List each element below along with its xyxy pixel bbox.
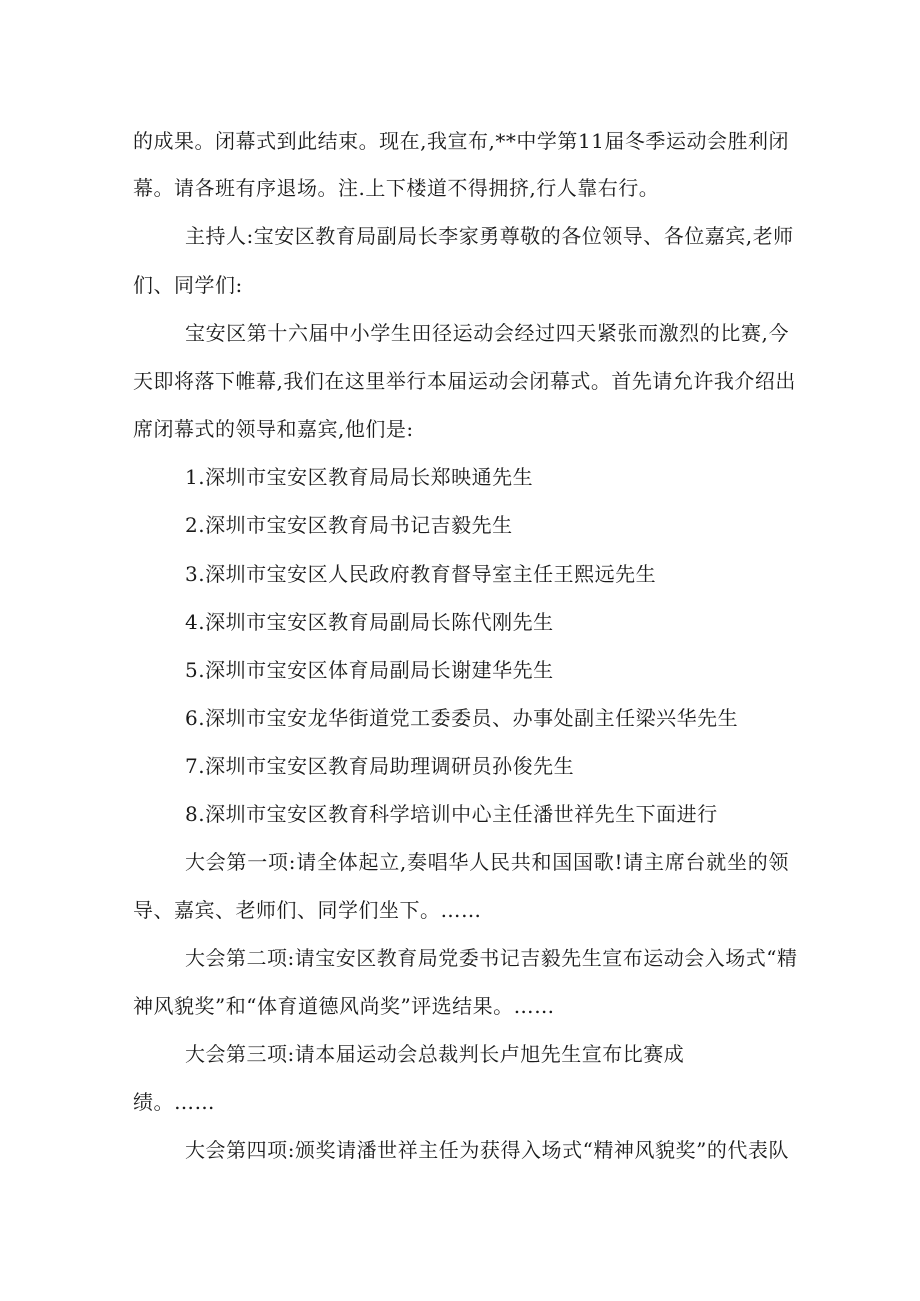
text-line-21: 绩。…… <box>133 1090 215 1114</box>
list-item-8: 8.深圳市宝安区教育科学培训中心主任潘世祥先生下面进行 <box>185 802 718 826</box>
text-line-2: 幕。请各班有序退场。注.上下楼道不得拥挤,行人靠右行。 <box>133 176 660 200</box>
text-line-3: 主持人:宝安区教育局副局长李家勇尊敬的各位领导、各位嘉宾,老师 <box>185 224 794 248</box>
list-item-1: 1.深圳市宝安区教育局局长郑映通先生 <box>185 465 534 489</box>
text-line-1: 的成果。闭幕式到此结束。现在,我宣布,**中学第11届冬季运动会胜利闭 <box>133 129 789 153</box>
text-line-22: 大会第四项:颁奖请潘世祥主任为获得入场式“精神风貌奖”的代表队 <box>185 1138 789 1162</box>
list-item-4: 4.深圳市宝安区教育局副局长陈代刚先生 <box>185 610 554 634</box>
list-item-3: 3.深圳市宝安区人民政府教育督导室主任王熙远先生 <box>185 562 657 586</box>
list-item-5: 5.深圳市宝安区体育局副局长谢建华先生 <box>185 658 554 682</box>
list-item-2: 2.深圳市宝安区教育局书记吉毅先生 <box>185 513 513 537</box>
text-line-17: 导、嘉宾、老师们、同学们坐下。…… <box>133 898 482 922</box>
text-line-18: 大会第二项:请宝安区教育局党委书记吉毅先生宣布运动会入场式“精 <box>185 946 798 970</box>
text-line-19: 神风貌奖”和“体育道德风尚奖”评选结果。…… <box>133 994 555 1018</box>
text-line-6: 天即将落下帷幕,我们在这里举行本届运动会闭幕式。首先请允许我介绍出 <box>133 369 796 393</box>
text-line-7: 席闭幕式的领导和嘉宾,他们是: <box>133 417 414 441</box>
text-line-5: 宝安区第十六届中小学生田径运动会经过四天紧张而激烈的比赛,今 <box>185 321 789 345</box>
text-line-16: 大会第一项:请全体起立,奏唱华人民共和国国歌!请主席台就坐的领 <box>185 850 789 874</box>
list-item-7: 7.深圳市宝安区教育局助理调研员孙俊先生 <box>185 754 575 778</box>
list-item-6: 6.深圳市宝安龙华街道党工委委员、办事处副主任梁兴华先生 <box>185 706 739 730</box>
text-line-4: 们、同学们: <box>133 273 243 297</box>
text-line-20: 大会第三项:请本届运动会总裁判长卢旭先生宣布比赛成 <box>185 1042 685 1066</box>
